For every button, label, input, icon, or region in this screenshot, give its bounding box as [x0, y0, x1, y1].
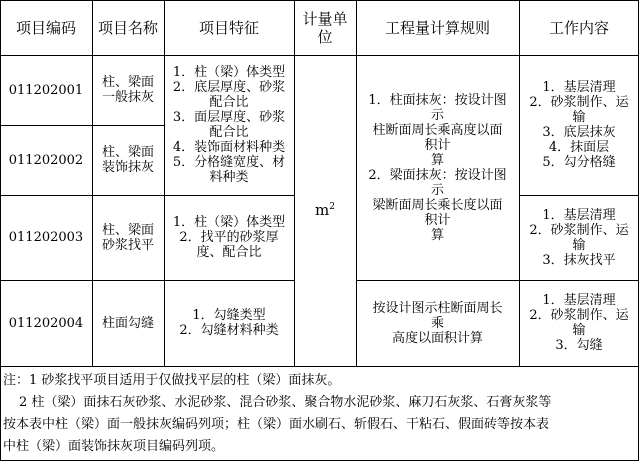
row4-rule: 按设计图示柱断面周长 乘 高度以面积计算: [372, 300, 503, 346]
header-features: 项目特征: [198, 18, 259, 37]
hline-row2-b: [519, 195, 639, 196]
row3-name: 柱、梁面 砂浆找平: [101, 222, 154, 253]
header-rule: 工程量计算规则: [384, 18, 490, 37]
row3-code: 011202003: [8, 230, 84, 245]
row1-code: 011202001: [8, 82, 84, 98]
note-2-cont: 按本表中柱（梁）面一般抹灰编码列项；柱（梁）面水刷石、斩假石、干粘石、假面砖等按本表: [3, 417, 550, 432]
hline-row3-a: [0, 280, 294, 281]
vline-2: [164, 0, 165, 366]
border-top: [0, 0, 639, 1]
row2-name: 柱、梁面 装饰抹灰: [101, 145, 154, 175]
header-code: 项目编码: [15, 18, 76, 37]
row1-name: 柱、梁面 一般抹灰: [101, 75, 154, 105]
notes: [0, 366, 639, 461]
row4-work: 1．基层清理 2．砂浆制作、运 输 3．勾缝: [529, 293, 629, 353]
row2-code: 011202002: [8, 152, 84, 168]
features-rows-1-2: 1．柱（梁）体类型 2．底层厚度、砂浆 配合比 3．面层厚度、砂浆 配合比 4．装饰面材料种类 5．分格缝宽度、材 料种类: [172, 65, 286, 185]
note-1: 注：1 砂浆找平项目适用于仅做找平层的柱（梁）面抹灰。: [3, 373, 341, 388]
rule-rows-1-3: 1．柱面抹灰：按设计图 示 柱断面周长乘高度以面 积计 算 2．梁面抹灰：按设计图 示 梁断面周长乘长度以面 积计 算: [368, 92, 507, 243]
header-name: 项目名称: [97, 18, 158, 37]
row4-code: 011202004: [8, 315, 84, 331]
hline-header: [0, 55, 639, 56]
unit-merged: $m^2$: [315, 201, 335, 219]
row4-features: 1．勾缝类型 2．勾缝材料种类: [179, 308, 279, 338]
note-2: 2 柱（梁）面抹石灰砂浆、水泥砂浆、混合砂浆、聚合物水泥砂浆、麻刀石灰浆、石膏灰浆等: [19, 395, 552, 410]
work-rows-1-2: 1．基层清理 2．砂浆制作、运 输 3．底层抹灰 4．抹面层 5．勾分格缝: [529, 80, 629, 170]
vline-5: [519, 0, 520, 366]
row3-features: 1．柱（梁）体类型 2．找平的砂浆厚 度、配合比: [172, 215, 286, 260]
row3-work: 1．基层清理 2．砂浆制作、运 输 3．抹灰找平: [529, 207, 629, 268]
note-2-end: 中柱（梁）面装饰抹灰项目编码列项。: [3, 439, 225, 454]
header-unit: 计量单位: [302, 9, 348, 46]
hline-row2-a: [0, 195, 294, 196]
vline-4: [356, 0, 357, 366]
hline-row3-b: [356, 280, 639, 281]
row4-name: 柱面勾缝: [101, 315, 154, 331]
hline-row1: [0, 125, 164, 126]
header-work: 工作内容: [548, 18, 609, 37]
vline-3: [294, 0, 295, 366]
vline-1: [92, 0, 93, 366]
